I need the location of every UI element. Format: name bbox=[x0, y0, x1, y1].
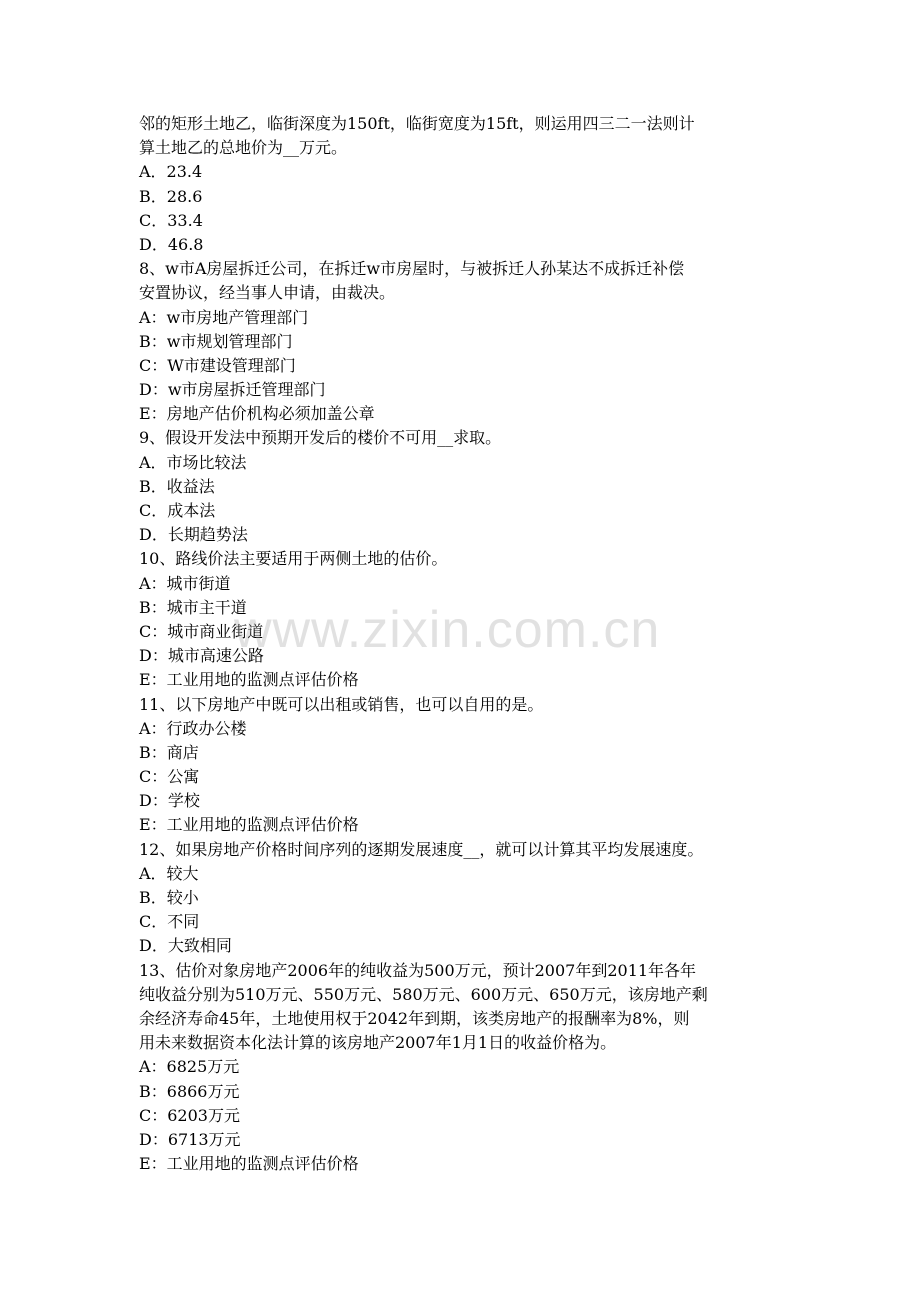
text-line: B．收益法 bbox=[139, 476, 215, 496]
text-line: 12、如果房地产价格时间序列的逐期发展速度__，就可以计算其平均发展速度。 bbox=[139, 839, 704, 859]
text-line: B．较小 bbox=[139, 888, 199, 907]
document-body bbox=[139, 112, 789, 1176]
text-line: 10、路线价法主要适用于两侧土地的估价。 bbox=[139, 549, 448, 569]
text-line: A．较大 bbox=[139, 863, 199, 883]
text-line: E：工业用地的监测点评估价格 bbox=[139, 1154, 359, 1174]
watermark: www.zixin.com.cn bbox=[234, 601, 661, 659]
text-line: D．46.8 bbox=[139, 234, 204, 254]
text-line: 9、假设开发法中预期开发后的楼价不可用__求取。 bbox=[139, 428, 502, 448]
text-line: 安置协议，经当事人申请，由裁决。 bbox=[139, 283, 396, 303]
text-line: E：工业用地的监测点评估价格 bbox=[139, 670, 359, 690]
text-line: B：商店 bbox=[139, 742, 199, 762]
text-line: A：w市房地产管理部门 bbox=[139, 307, 309, 327]
text-line: A：行政办公楼 bbox=[139, 718, 247, 738]
text-line: C：6203万元 bbox=[139, 1105, 240, 1125]
text-line: C：城市商业街道 bbox=[139, 621, 264, 641]
text-line: 余经济寿命45年，土地使用权于2042年到期，该类房地产的报酬率为8%，则 bbox=[139, 1008, 690, 1028]
text-line: D：城市高速公路 bbox=[139, 646, 264, 666]
text-line: A．市场比较法 bbox=[139, 452, 247, 472]
text-line: 11、以下房地产中既可以出租或销售，也可以自用的是。 bbox=[139, 694, 544, 714]
text-line: B：w市规划管理部门 bbox=[139, 331, 293, 351]
text-line: D：w市房屋拆迁管理部门 bbox=[139, 380, 326, 400]
text-line: 8、w市A房屋拆迁公司，在拆迁w市房屋时，与被拆迁人孙某达不成拆迁补偿 bbox=[139, 259, 685, 279]
text-line: E：房地产估价机构必须加盖公章 bbox=[139, 404, 375, 424]
text-line: A：城市街道 bbox=[139, 573, 231, 593]
text-line: C．不同 bbox=[139, 912, 200, 932]
text-line: C．33.4 bbox=[139, 210, 203, 230]
text-line: B：城市主干道 bbox=[139, 597, 247, 617]
text-line: C．成本法 bbox=[139, 501, 216, 520]
text-line: 用未来数据资本化法计算的该房地产2007年1月1日的收益价格为。 bbox=[139, 1033, 617, 1053]
text-line: D．大致相同 bbox=[139, 936, 232, 956]
text-line: D：6713万元 bbox=[139, 1129, 241, 1149]
text-line: E：工业用地的监测点评估价格 bbox=[139, 815, 359, 835]
text-line: 纯收益分别为510万元、550万元、580万元、600万元、650万元，该房地产剩 bbox=[139, 984, 708, 1004]
text-line: 算土地乙的总地价为__万元。 bbox=[139, 138, 348, 158]
text-line: B：6866万元 bbox=[139, 1081, 240, 1101]
text-line: D：学校 bbox=[139, 791, 200, 811]
text-line: A：6825万元 bbox=[139, 1057, 240, 1077]
text-line: C：公寓 bbox=[139, 767, 200, 787]
text-line: D．长期趋势法 bbox=[139, 525, 248, 545]
text-line: A．23.4 bbox=[139, 162, 203, 182]
text-line: 邻的矩形土地乙，临街深度为150ft，临街宽度为15ft，则运用四三二一法则计 bbox=[139, 114, 695, 133]
text-line: 13、估价对象房地产2006年的纯收益为500万元，预计2007年到2011年各年 bbox=[139, 960, 697, 980]
text-line: B．28.6 bbox=[139, 186, 203, 206]
text-line: C：W市建设管理部门 bbox=[139, 355, 296, 375]
